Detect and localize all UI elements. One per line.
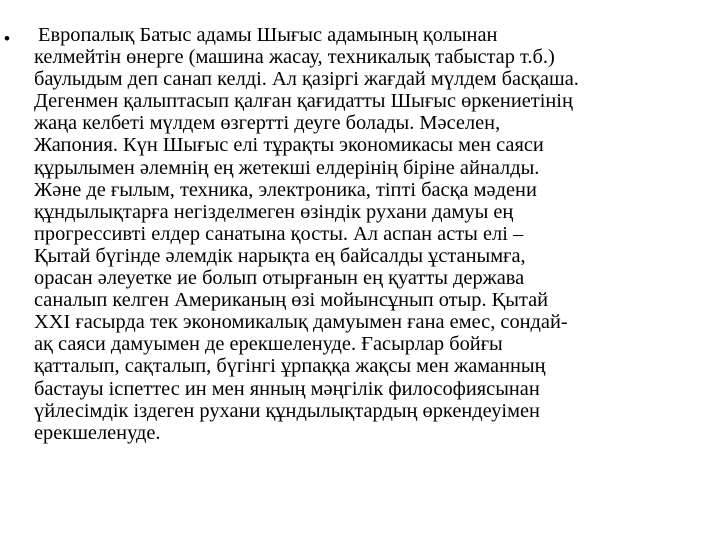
paragraph-line: Жапония. Күн Шығыс елі тұрақты экономикасы мен саяси xyxy=(34,134,544,157)
paragraph-line: қатталып, сақталып, бүгінгі ұрпаққа жақсы мен жаманның xyxy=(34,355,546,378)
paragraph-line: Дегенмен қалыптасып қалған қағидатты Шығыс өркениетінің xyxy=(34,90,573,113)
paragraph-line: саналып келген Американың өзі мойынсұнып отыр. Қытай xyxy=(34,289,549,312)
paragraph-line: келмейтін өнерге (машина жасау, техникалық табыстар т.б.) xyxy=(34,46,555,69)
paragraph-line: жаңа келбеті мүлдем өзгертті деуге болады. Мәселен, xyxy=(34,112,501,135)
body-paragraph xyxy=(34,24,694,444)
paragraph-line: XXI ғасырда тек экономикалық дамуымен ғана емес, сондай- xyxy=(34,311,568,334)
paragraph-line: Европалық Батыс адамы Шығыс адамының қолынан xyxy=(38,24,498,46)
paragraph-line: бастауы іспеттес ин мен янның мәңгілік философиясынан xyxy=(34,377,540,400)
paragraph-line: орасан әлеуетке ие болып отырғанын ең қуатты держава xyxy=(34,267,525,290)
paragraph-line: үйлесімдік іздеген рухани құндылықтардың өркендеуімен xyxy=(34,399,540,422)
paragraph-line: прогрессивті елдер санатына қосты. Ал аспан асты елі – xyxy=(34,222,524,245)
paragraph-line: Және де ғылым, техника, электроника, тіпті басқа мәдени xyxy=(34,178,537,201)
paragraph-line: құндылықтарға негізделмеген өзіндік рухани дамуы ең xyxy=(34,200,514,223)
paragraph-line: ерекшеленуде. xyxy=(34,421,161,444)
paragraph-line: Қытай бүгінде әлемдік нарықта ең байсалды ұстанымға, xyxy=(34,244,526,267)
bullet-icon: • xyxy=(4,29,10,48)
paragraph-line: ақ саяси дамуымен де ерекшеленуде. Ғасырлар бойғы xyxy=(34,333,503,356)
paragraph-line: құрылымен әлемнің ең жетекші елдерінің біріне айналды. xyxy=(34,156,540,179)
paragraph-line: баулыдым деп санап келді. Ал қазіргі жағдай мүлдем басқаша. xyxy=(34,68,579,91)
